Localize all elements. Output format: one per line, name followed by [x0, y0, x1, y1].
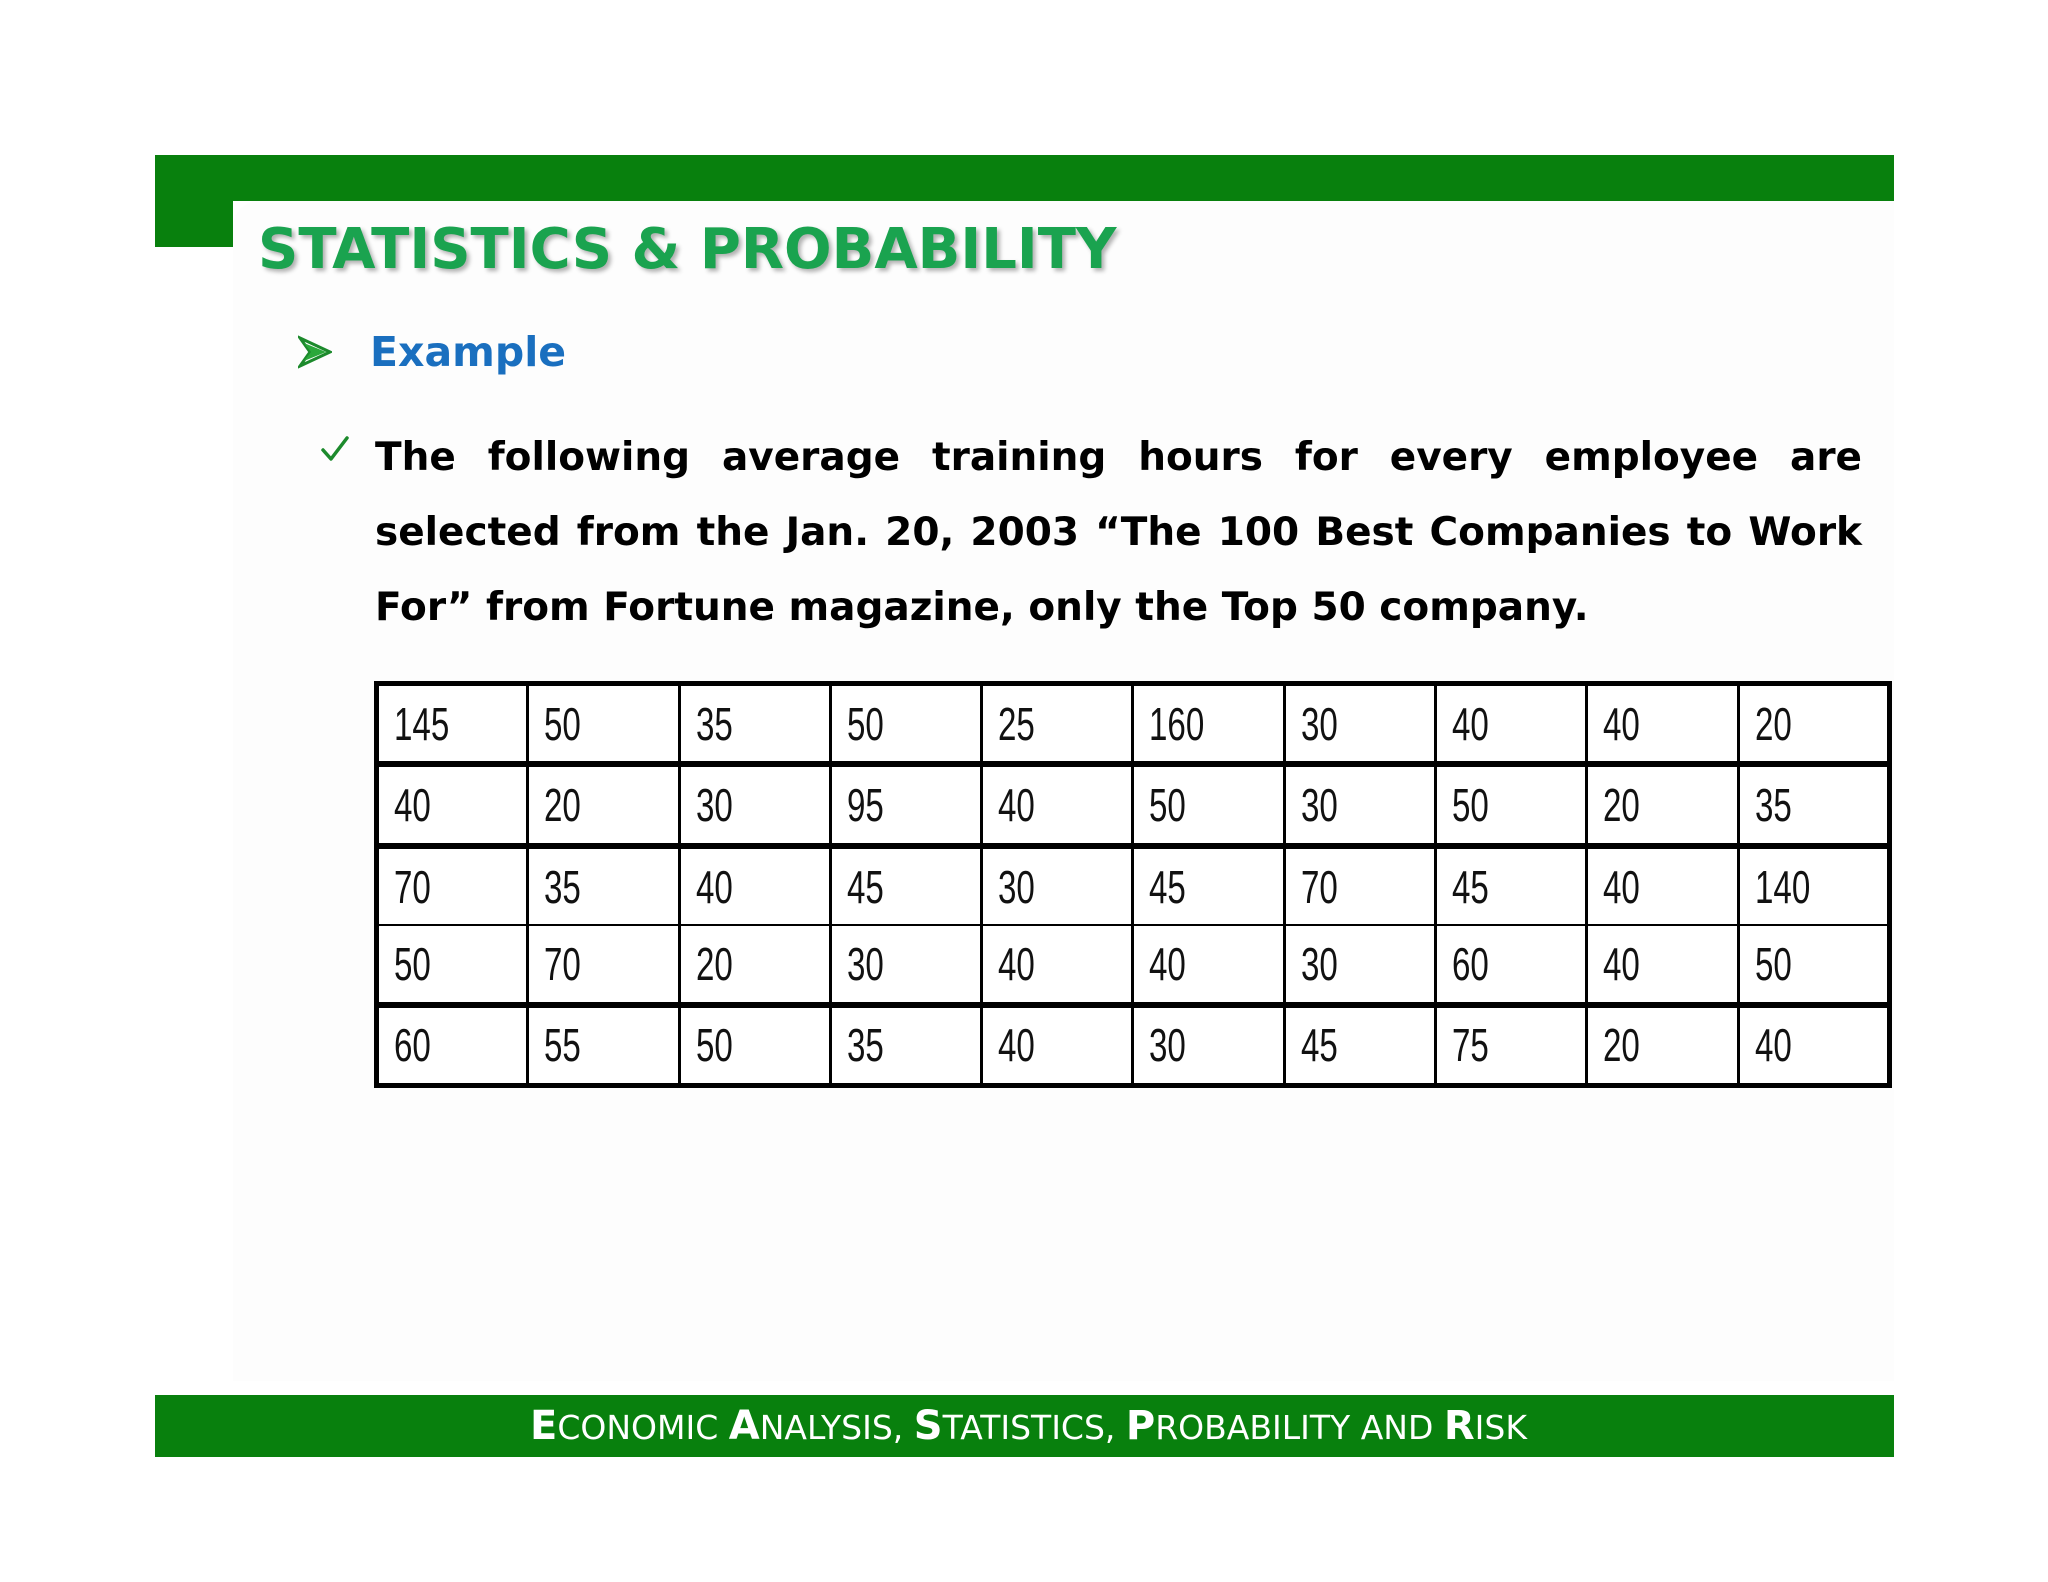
header-bar — [155, 155, 1894, 201]
training-hours-table — [374, 681, 1892, 1088]
table-cell: 50 — [377, 925, 528, 1004]
table-cell: 50 — [528, 684, 679, 765]
table-cell: 50 — [830, 684, 981, 765]
table-cell: 50 — [1738, 925, 1889, 1004]
table-cell: 25 — [982, 684, 1133, 765]
table-cell: 20 — [679, 925, 830, 1004]
table-cell: 140 — [1738, 846, 1889, 925]
table-cell: 45 — [1284, 1005, 1435, 1086]
table-cell: 70 — [528, 925, 679, 1004]
table-cell: 30 — [1284, 925, 1435, 1004]
table-cell: 40 — [1587, 925, 1738, 1004]
table-cell: 50 — [1436, 764, 1587, 845]
table-cell: 40 — [1738, 1005, 1889, 1086]
table-cell: 40 — [679, 846, 830, 925]
table-cell: 20 — [1587, 1005, 1738, 1086]
table-row — [377, 1005, 1890, 1086]
table-cell: 30 — [982, 846, 1133, 925]
header-tab — [155, 155, 233, 247]
table-cell: 160 — [1133, 684, 1284, 765]
table-row — [377, 925, 1890, 1004]
table-cell: 30 — [1284, 764, 1435, 845]
table-cell: 75 — [1436, 1005, 1587, 1086]
footer-bar — [155, 1395, 1894, 1457]
example-bullet — [298, 328, 566, 376]
table-cell: 35 — [1738, 764, 1889, 845]
table-row — [377, 684, 1890, 765]
table-cell: 70 — [1284, 846, 1435, 925]
table-cell: 20 — [1738, 684, 1889, 765]
description-text: The following average training hours for every employee are selected from the Jan. 20, 2003 “The 100 Best Companies to Work For” from Fortune magazine, only the Top 50 company. — [375, 435, 1862, 630]
table-cell: 30 — [679, 764, 830, 845]
table-cell: 60 — [377, 1005, 528, 1086]
check-icon — [320, 434, 350, 464]
table-cell: 30 — [830, 925, 981, 1004]
table-cell: 40 — [982, 925, 1133, 1004]
table-cell: 30 — [1133, 1005, 1284, 1086]
arrow-bullet-icon — [298, 335, 332, 369]
table-cell: 40 — [982, 764, 1133, 845]
table-cell: 40 — [377, 764, 528, 845]
table-cell: 40 — [1133, 925, 1284, 1004]
table-cell: 50 — [679, 1005, 830, 1086]
table-cell: 35 — [830, 1005, 981, 1086]
table-cell: 35 — [528, 846, 679, 925]
table-cell: 55 — [528, 1005, 679, 1086]
table-cell: 60 — [1436, 925, 1587, 1004]
table-cell: 40 — [982, 1005, 1133, 1086]
table-cell: 45 — [1133, 846, 1284, 925]
table-cell: 45 — [1436, 846, 1587, 925]
table-cell: 20 — [1587, 764, 1738, 845]
table-cell: 145 — [377, 684, 528, 765]
footer-title: ECONOMIC ANALYSIS, STATISTICS, PROBABILITY AND RISK — [530, 1403, 1527, 1449]
table-cell: 50 — [1133, 764, 1284, 845]
table-cell: 35 — [679, 684, 830, 765]
table-cell: 30 — [1284, 684, 1435, 765]
table-cell: 20 — [528, 764, 679, 845]
table-cell: 40 — [1436, 684, 1587, 765]
table-row — [377, 846, 1890, 925]
table-cell: 70 — [377, 846, 528, 925]
table-cell: 95 — [830, 764, 981, 845]
table-cell: 45 — [830, 846, 981, 925]
example-label: Example — [370, 328, 567, 376]
table-cell: 40 — [1587, 684, 1738, 765]
table-row — [377, 764, 1890, 845]
table-cell: 40 — [1587, 846, 1738, 925]
slide-title: STATISTICS & PROBABILITY — [258, 217, 1117, 282]
